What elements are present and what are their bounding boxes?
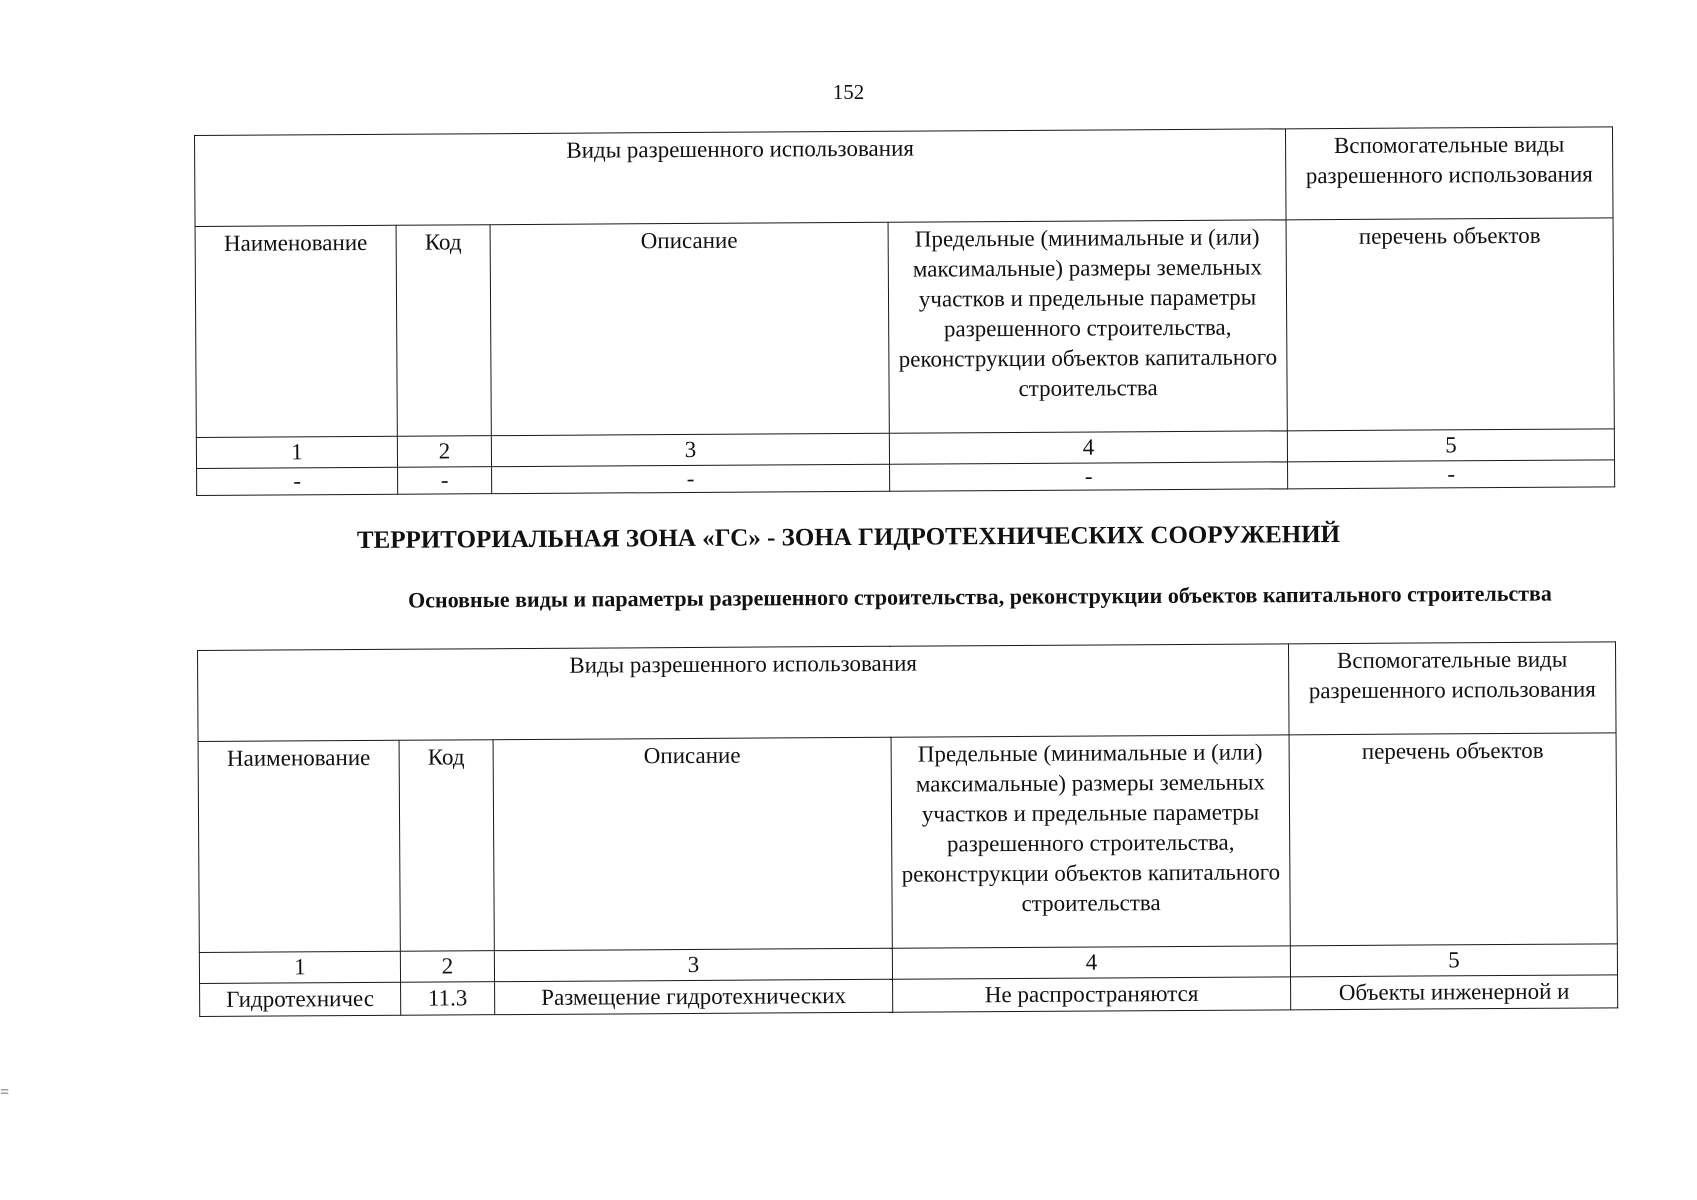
cell-code: 11.3 (401, 982, 495, 1016)
col-description-header: Описание (493, 737, 892, 950)
group-main-header: Виды разрешенного использования (198, 644, 1290, 742)
cell-aux-list: - (1288, 460, 1615, 489)
col-name-header: Наименование (198, 740, 400, 952)
cell-name: Гидротехничес (200, 982, 401, 1016)
zone-subtitle: Основные виды и параметры разрешенного строительства, реконструкции объектов капитального строительства (408, 580, 1552, 613)
col-limits-header: Предельные (минимальные и (или) максимальные) размеры земельных участков и предельные параметры разрешенного строительства, реконструкции объектов капитального строительства (888, 220, 1287, 433)
group-aux-header: Вспомогательные виды разрешенного использования (1286, 127, 1614, 220)
permitted-use-table-1 (194, 126, 1615, 496)
group-main-header: Виды разрешенного использования (195, 129, 1287, 227)
col-limits-header: Предельные (минимальные и (или) максимальные) размеры земельных участков и предельные параметры разрешенного строительства, реконструкции объектов капитального строительства (891, 735, 1290, 948)
column-number: 1 (199, 951, 400, 983)
table-group-header-row (198, 642, 1617, 742)
column-number: 2 (400, 951, 494, 983)
col-aux-list-header: перечень объектов (1286, 218, 1614, 431)
cell-code: - (398, 467, 492, 495)
column-number: 5 (1290, 944, 1617, 977)
group-aux-header: Вспомогательные виды разрешенного использования (1289, 642, 1617, 735)
cell-description: - (492, 464, 890, 493)
column-number: 3 (494, 948, 892, 981)
cell-description: Размещение гидротехнических (495, 979, 893, 1014)
col-name-header: Наименование (195, 225, 397, 437)
cell-limits: - (890, 462, 1288, 491)
col-code-header: Код (396, 225, 491, 437)
column-number: 3 (491, 433, 889, 466)
col-code-header: Код (399, 740, 494, 952)
cell-aux-list: Объекты инженерной и (1291, 975, 1618, 1010)
table-column-header-row (195, 218, 1614, 438)
column-number: 5 (1287, 429, 1614, 462)
column-number: 4 (889, 431, 1287, 464)
column-number: 1 (196, 436, 397, 468)
page-number: 152 (832, 80, 865, 104)
permitted-use-table-2 (197, 641, 1618, 1017)
zone-title: ТЕРРИТОРИАЛЬНАЯ ЗОНА «ГС» - ЗОНА ГИДРОТЕХНИЧЕСКИХ СООРУЖЕНИЙ (356, 520, 1341, 555)
col-aux-list-header: перечень объектов (1289, 733, 1617, 946)
col-description-header: Описание (490, 222, 889, 435)
table-group-header-row (195, 127, 1614, 227)
table-column-header-row (198, 733, 1617, 953)
cell-limits: Не распространяются (893, 977, 1291, 1012)
cell-name: - (197, 467, 398, 495)
column-number: 4 (892, 946, 1290, 979)
column-number: 2 (397, 436, 491, 468)
edge-mark: = (0, 1084, 10, 1101)
